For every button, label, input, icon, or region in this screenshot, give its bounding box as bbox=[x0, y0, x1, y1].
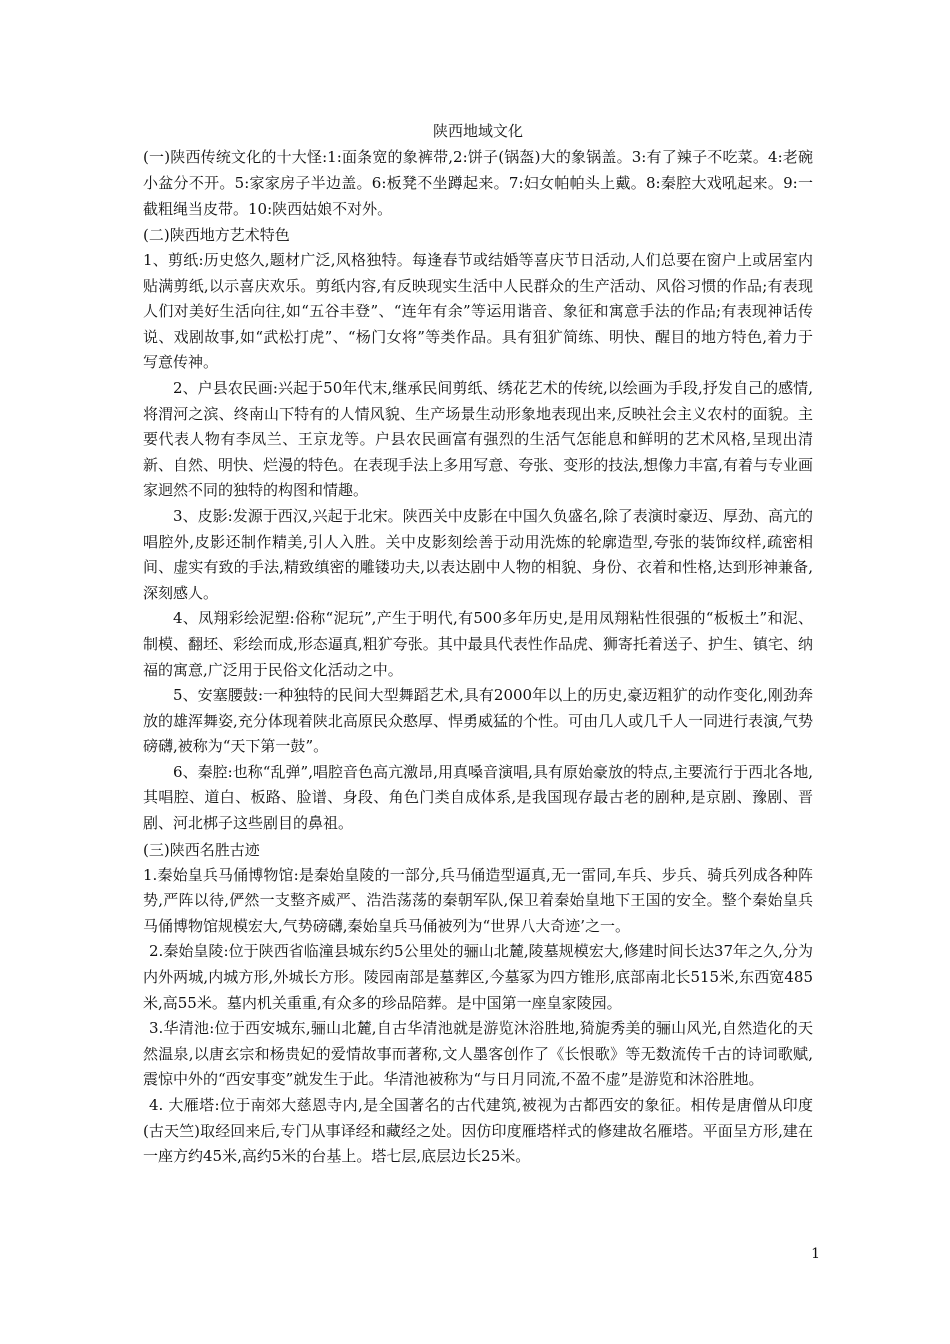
document-body bbox=[143, 118, 813, 1170]
section-heading-sites: (三)陕西名胜古迹 bbox=[143, 840, 260, 859]
document-title: 陕西地域文化 bbox=[432, 122, 523, 140]
section-heading-art: (二)陕西地方艺术特色 bbox=[143, 226, 290, 244]
paragraph-clay-sculpture: 4、凤翔彩绘泥塑:俗称“泥玩”,产生于明代,有500多年历史,是用凤翔粘性很强的“板板土”和泥、制模、翻坯、彩绘而成,形态逼真,粗犷夸张。其中最具代表性作品虎、狮寄托着送子、护生、镇宅、纳福的寓意,广泛用于民俗文化活动之中。 bbox=[143, 609, 813, 679]
paragraph-big-wild-goose-pagoda: 4. 大雁塔:位于南郊大慈恩寺内,是全国著名的古代建筑,被视为古都西安的象征。相传是唐僧从印度(古天竺)取经回来后,专门从事译经和藏经之处。因仿印度雁塔样式的修建故名雁塔。平面呈方形,建在一座方约45米,高约5米的台基上。塔七层,底层边长25米。 bbox=[143, 1096, 813, 1166]
section-traditions-text: (一)陕西传统文化的十大怪:1:面条宽的象裤带,2:饼子(锅盔)大的象锅盖。3:有了辣子不吃菜。4:老碗小盆分不开。5:家家房子半边盖。6:板凳不坐蹲起来。7:妇女帕帕头上戴。8:秦腔大戏吼起来。9:一截粗绳当皮带。10:陕西姑娘不对外。 bbox=[143, 148, 813, 218]
paragraph-terracotta-museum: 1.秦始皇兵马俑博物馆:是秦始皇陵的一部分,兵马俑造型逼真,无一雷同,车兵、步兵、骑兵列成各种阵势,严阵以待,俨然一支整齐威严、浩浩荡荡的秦朝军队,保卫着秦始皇地下王国的安全。整个秦始皇兵马俑博物馆规模宏大,气势磅礴,秦始皇兵马俑被列为“世界八大奇迹’之一。 bbox=[143, 865, 813, 935]
paragraph-waist-drum: 5、安塞腰鼓:一种独特的民间大型舞蹈艺术,具有2000年以上的历史,豪迈粗犷的动作变化,刚劲奔放的雄浑舞姿,充分体现着陕北高原民众憨厚、悍勇威猛的个性。可由几人或几千人一同进行表演,气势磅礴,被称为“天下第一鼓”。 bbox=[143, 686, 813, 756]
paragraph-huaqing-pool: 3.华清池:位于西安城东,骊山北麓,自古华清池就是游览沐浴胜地,猗旎秀美的骊山风光,自然造化的天然温泉,以唐玄宗和杨贵妃的爱情故事而著称,文人墨客创作了《长恨歌》等无数流传千古的诗词歌赋,震惊中外的“西安事变”就发生于此。华清池被称为“与日月同流,不盈不虚”是游览和沐浴胜地。 bbox=[143, 1019, 813, 1089]
paragraph-qinqiang: 6、秦腔:也称“乱弹”,唱腔音色高亢激昂,用真嗓音演唱,具有原始豪放的特点,主要流行于西北各地,其唱腔、道白、板路、脸谱、身段、角色门类自成体系,是我国现存最古老的剧种,是京剧、豫剧、晋剧、河北梆子这些剧目的鼻祖。 bbox=[143, 762, 813, 833]
paragraph-paper-cutting: 1、剪纸:历史悠久,题材广泛,风格独特。每逢春节或结婚等喜庆节日活动,人们总要在窗户上或居室内贴满剪纸,以示喜庆欢乐。剪纸内容,有反映现实生活中人民群众的生产活动、风俗习惯的作品;有表现人们对美好生活向往,如“五谷丰登”、“连年有余”等运用谐音、象征和寓意手法的作品;有表现神话传说、戏剧故事,如“武松打虎”、“杨门女将”等类作品。具有狙犷简练、明快、醒目的地方特色,着力于写意传神。 bbox=[143, 251, 813, 372]
page-number: 1 bbox=[811, 1246, 820, 1262]
paragraph-shadow-play: 3、皮影:发源于西汉,兴起于北宋。陕西关中皮影在中国久负盛名,除了表演时豪迈、厚劲、高亢的唱腔外,皮影还制作精美,引人入胜。关中皮影刻绘善于动用洗炼的轮廓造型,夸张的装饰纹样,疏密相间、虚实有致的手法,精致缜密的雕镂功夫,以表达剧中人物的相貌、身份、衣着和性格,达到形神兼备,深刻感人。 bbox=[143, 506, 813, 602]
paragraph-huxian-painting: 2、户县农民画:兴起于50年代末,继承民间剪纸、绣花艺术的传统,以绘画为手段,抒发自己的感情,将渭河之滨、终南山下特有的人情风貌、生产场景生动形象地表现出来,反映社会主义农村的面貌。主要代表人物有李凤兰、王京龙等。户县农民画富有强烈的生活气怎能息和鲜明的艺术风格,呈现出清新、自然、明快、烂漫的特色。在表现手法上多用写意、夸张、变形的技法,想像力丰富,有着与专业画家迥然不同的独特的构图和情趣。 bbox=[143, 378, 813, 500]
paragraph-qin-mausoleum: 2.秦始皇陵:位于陕西省临潼县城东约5公里处的骊山北麓,陵墓规模宏大,修建时间长达37年之久,分为内外两城,内城方形,外城长方形。陵园南部是墓葬区,今墓冢为四方锥形,底部南北长515米,东西宽485米,高55米。墓内机关重重,有众多的珍品陪葬。是中国第一座皇家陵园。 bbox=[143, 942, 813, 1012]
